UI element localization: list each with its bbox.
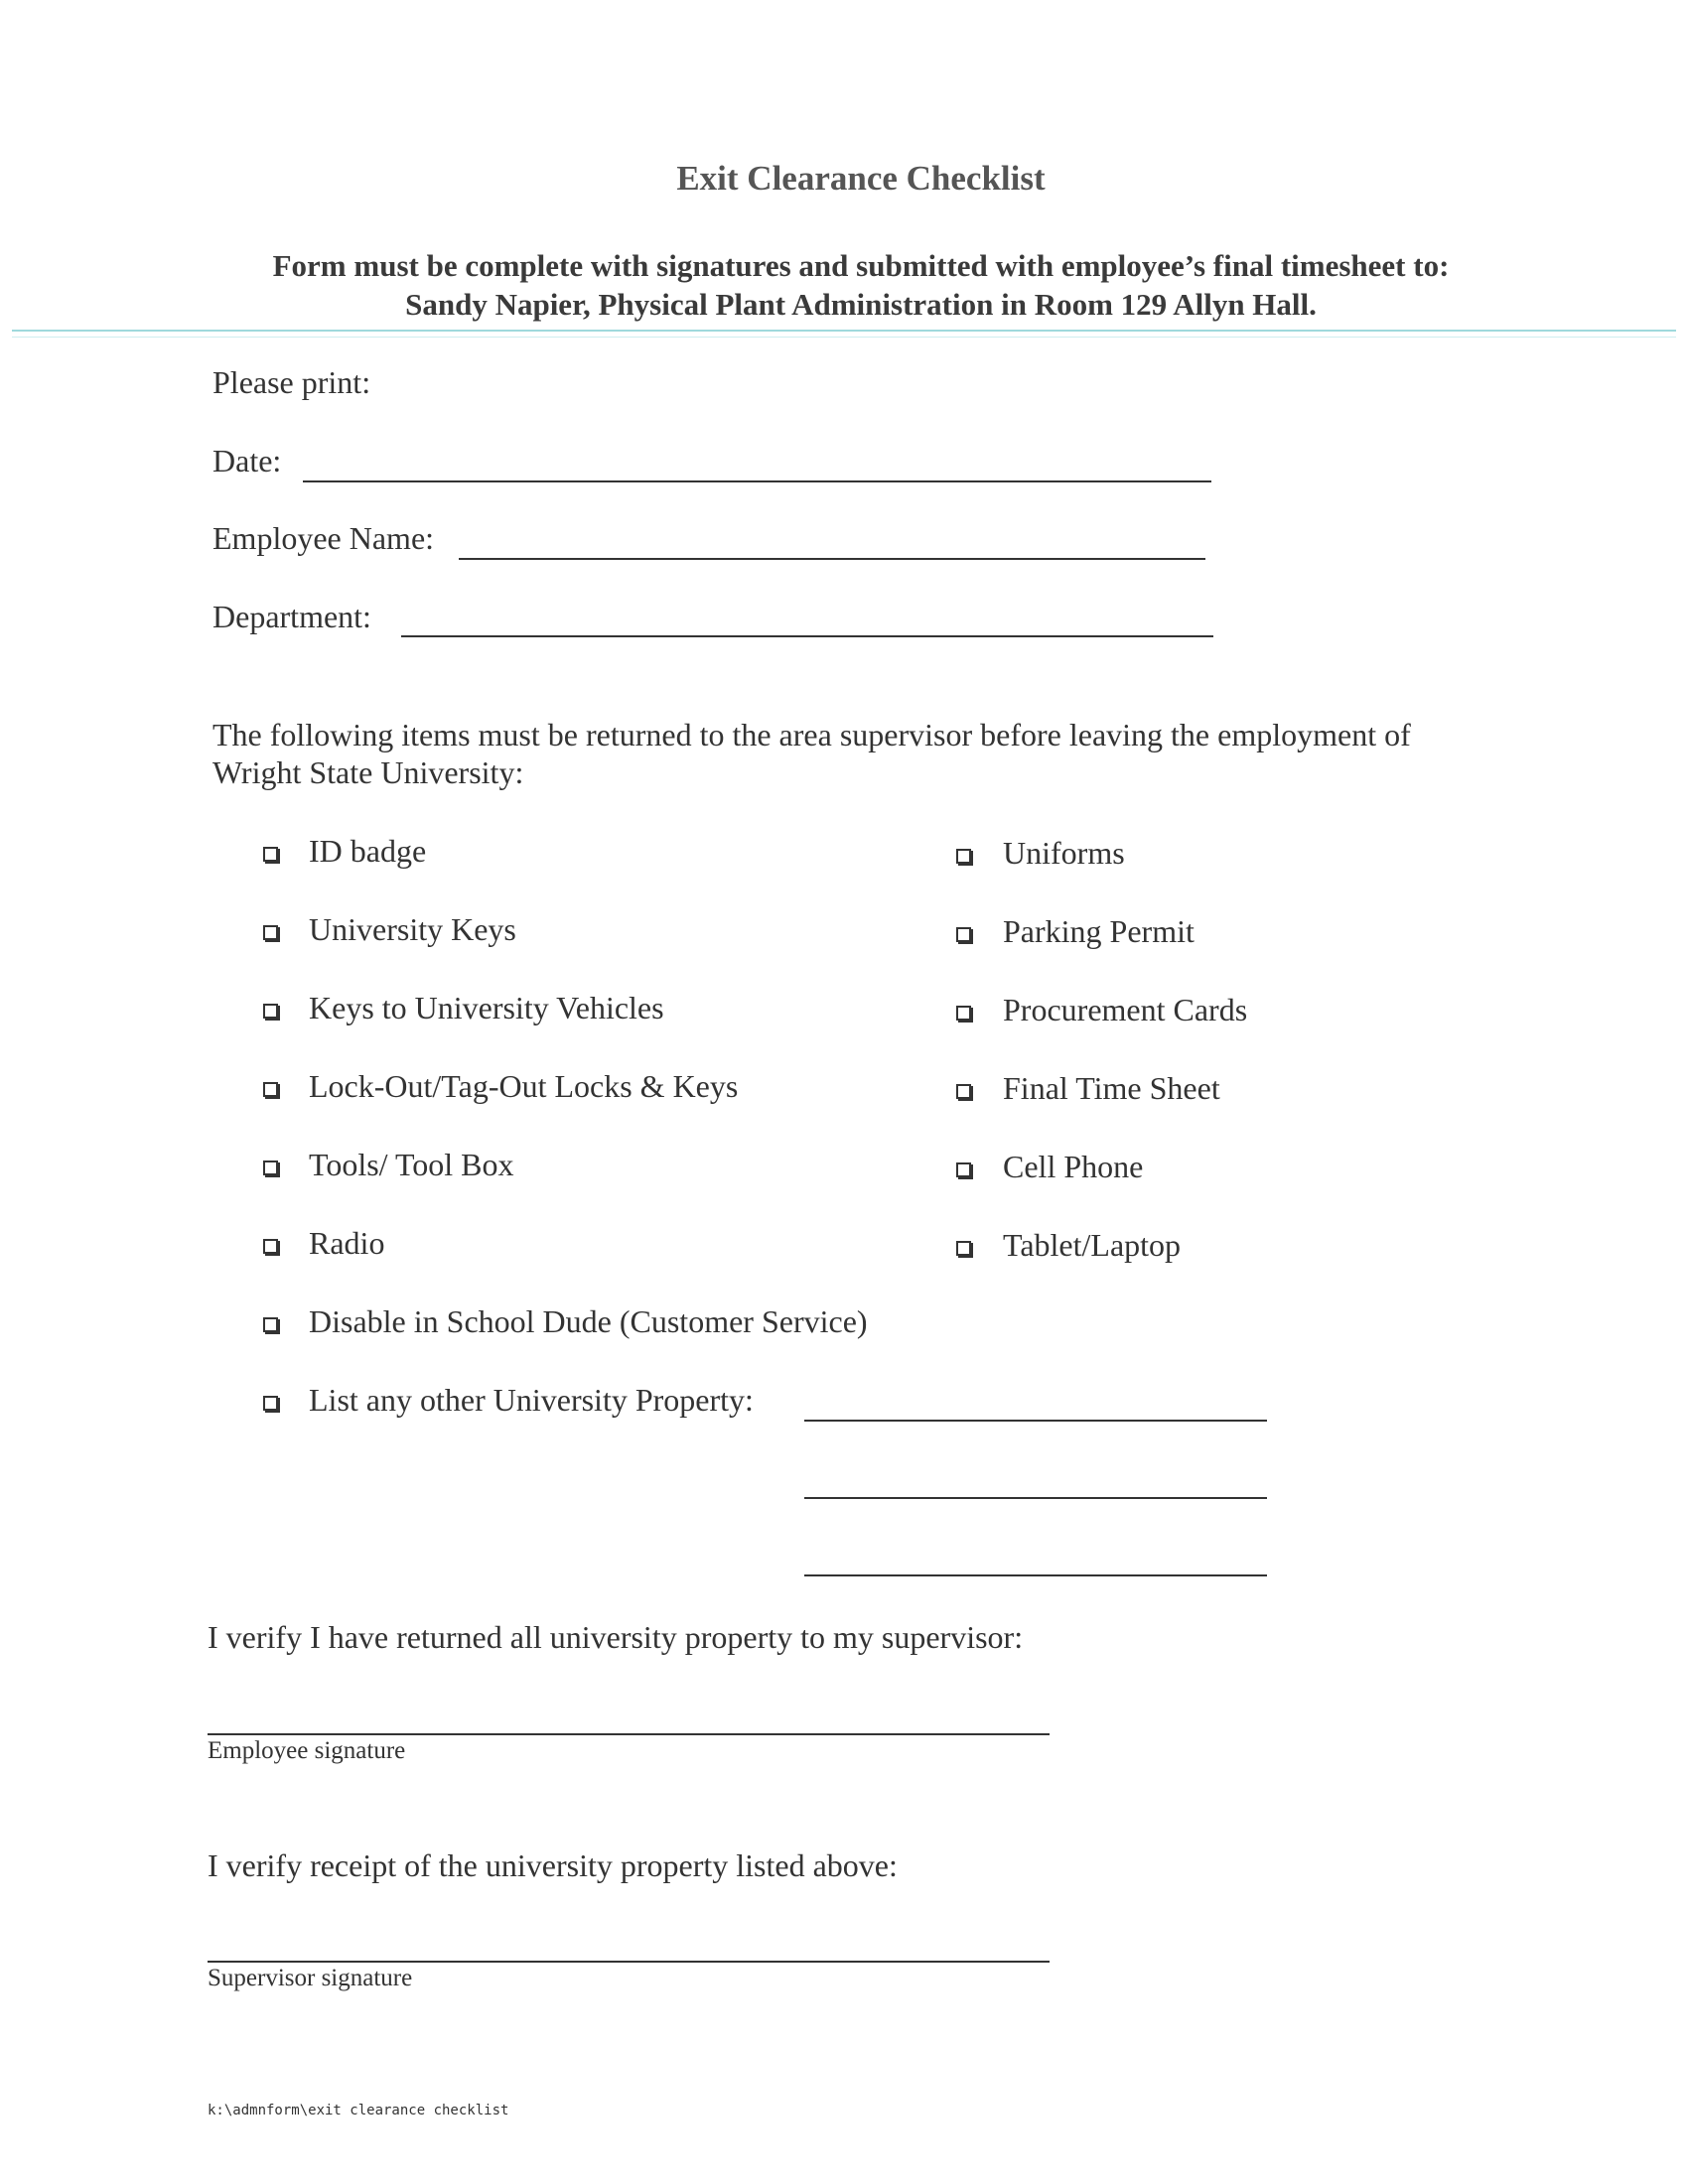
date-label: Date:: [212, 443, 282, 478]
item-other-property: List any other University Property:: [309, 1382, 754, 1418]
employee-verify-statement: I verify I have returned all university property to my supervisor:: [208, 1619, 1024, 1655]
date-field[interactable]: [303, 480, 1211, 482]
checkbox-tools[interactable]: [263, 1160, 278, 1175]
item-tools: Tools/ Tool Box: [309, 1147, 514, 1182]
item-uniforms: Uniforms: [1003, 835, 1125, 871]
checkbox-cell-phone[interactable]: [956, 1162, 971, 1177]
checkbox-id-badge[interactable]: [263, 847, 278, 862]
other-property-field-1[interactable]: [804, 1420, 1267, 1422]
instructions-line-2: Sandy Napier, Physical Plant Administration in Room 129 Allyn Hall.: [405, 287, 1317, 322]
header-divider-shadow: [12, 337, 1676, 338]
item-vehicle-keys: Keys to University Vehicles: [309, 990, 664, 1025]
item-id-badge: ID badge: [309, 833, 427, 869]
department-label: Department:: [212, 599, 371, 634]
department-field[interactable]: [401, 635, 1213, 637]
item-final-time-sheet: Final Time Sheet: [1003, 1070, 1220, 1106]
item-radio: Radio: [309, 1225, 385, 1261]
checkbox-university-keys[interactable]: [263, 925, 278, 940]
checkbox-lockout-tagout[interactable]: [263, 1082, 278, 1097]
checkbox-final-time-sheet[interactable]: [956, 1084, 971, 1099]
header-divider: [12, 330, 1676, 332]
supervisor-verify-statement: I verify receipt of the university property listed above:: [208, 1847, 898, 1883]
please-print-label: Please print:: [212, 364, 371, 400]
form-title: Exit Clearance Checklist: [676, 159, 1046, 198]
intro-line-1: The following items must be returned to the area supervisor before leaving the employment of: [212, 717, 1411, 752]
instructions-line-1: Form must be complete with signatures and submitted with employee’s final timesheet to:: [272, 248, 1450, 283]
intro-line-2: Wright State University:: [212, 754, 524, 790]
supervisor-signature-field[interactable]: [208, 1961, 1050, 1963]
item-procurement-cards: Procurement Cards: [1003, 992, 1248, 1027]
checkbox-uniforms[interactable]: [956, 849, 971, 864]
item-tablet-laptop: Tablet/Laptop: [1003, 1227, 1182, 1263]
item-parking-permit: Parking Permit: [1003, 913, 1195, 949]
employee-name-field[interactable]: [459, 558, 1205, 560]
checkbox-radio[interactable]: [263, 1239, 278, 1254]
other-property-field-2[interactable]: [804, 1497, 1267, 1499]
item-university-keys: University Keys: [309, 911, 516, 947]
footer-file-path: k:\admnform\exit clearance checklist: [208, 2103, 509, 2118]
employee-name-label: Employee Name:: [212, 520, 435, 556]
employee-signature-field[interactable]: [208, 1733, 1050, 1735]
checkbox-tablet-laptop[interactable]: [956, 1241, 971, 1256]
checkbox-parking-permit[interactable]: [956, 927, 971, 942]
checkbox-procurement-cards[interactable]: [956, 1006, 971, 1021]
supervisor-signature-label: Supervisor signature: [208, 1965, 413, 1991]
other-property-field-3[interactable]: [804, 1574, 1267, 1576]
employee-signature-label: Employee signature: [208, 1737, 406, 1764]
checkbox-vehicle-keys[interactable]: [263, 1004, 278, 1019]
checkbox-other-property[interactable]: [263, 1396, 278, 1411]
item-lockout-tagout: Lock-Out/Tag-Out Locks & Keys: [309, 1068, 739, 1104]
checkbox-school-dude[interactable]: [263, 1317, 278, 1332]
item-school-dude: Disable in School Dude (Customer Service): [309, 1303, 868, 1339]
item-cell-phone: Cell Phone: [1003, 1149, 1144, 1184]
